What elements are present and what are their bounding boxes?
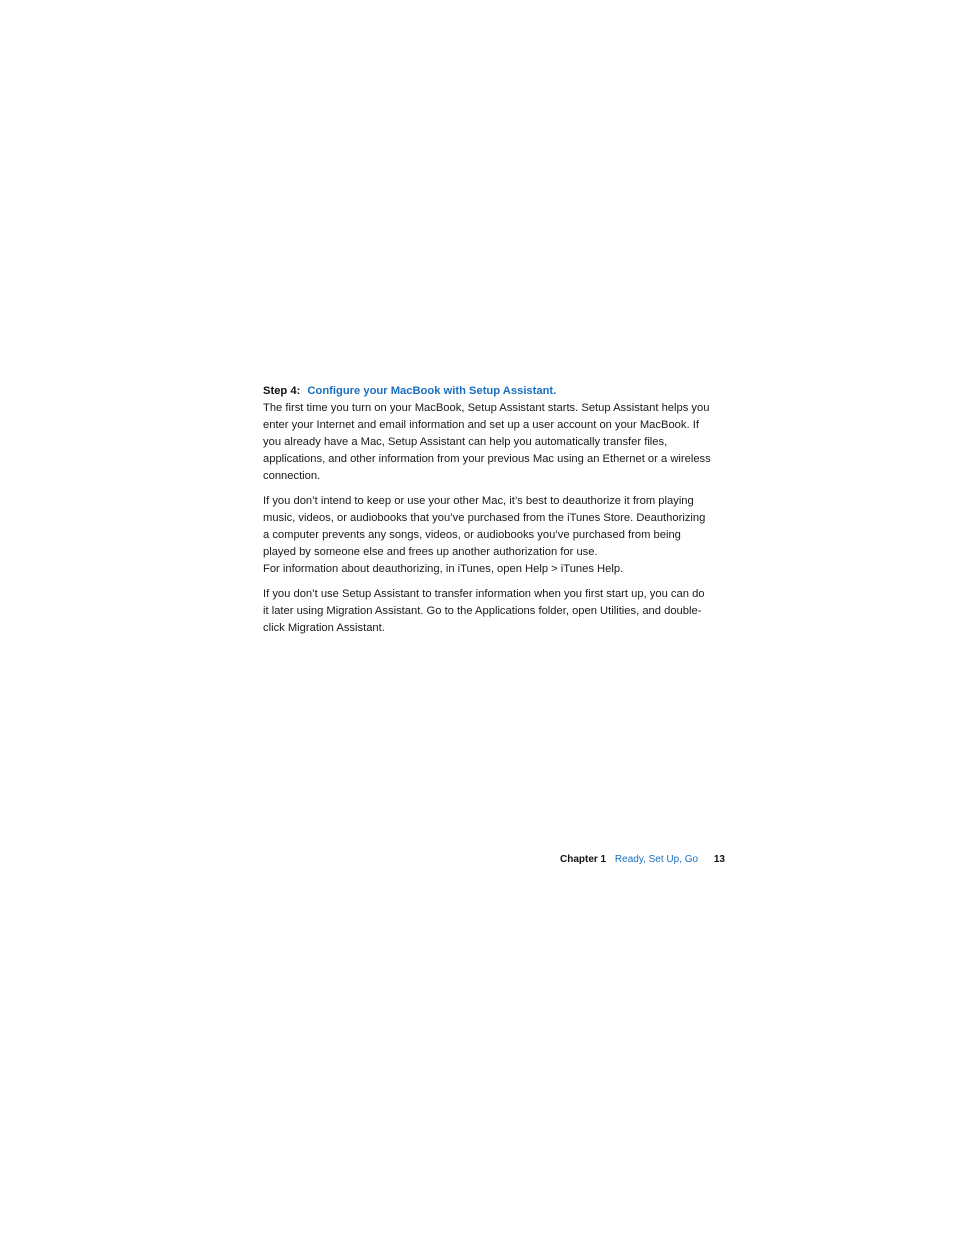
document-body: [263, 383, 713, 645]
paragraph-migration-assistant: If you don’t use Setup Assistant to transfer information when you first start up, you can do it later using Migration Assistant. Go to the Applications folder, open Utilities, and double-click Migration Assistant.: [263, 588, 705, 634]
step-heading: [263, 383, 713, 400]
footer-chapter: Chapter 1: [560, 854, 607, 865]
page-number: 13: [713, 854, 725, 865]
paragraph-setup-assistant: The first time you turn on your MacBook, Setup Assistant starts. Setup Assistant helps you enter your Internet and email information and set up a user account on your MacBook. If you already have a Mac, Setup Assistant can help you automatically transfer files, applications, and other information from your previous Mac using an Ethernet or a wireless connection.: [263, 402, 711, 482]
step-title: Configure your MacBook with Setup Assistant.: [307, 385, 557, 397]
page-footer: [560, 853, 725, 867]
footer-chapter-title: Ready, Set Up, Go: [614, 854, 699, 865]
paragraph-deauthorize: If you don’t intend to keep or use your other Mac, it’s best to deauthorize it from playing music, videos, or audiobooks that you’ve purchased from the iTunes Store. Deauthorizing a computer prevents any songs, videos, or audiobooks you’ve purchased from being played by someone else and frees up another authorization for use.: [263, 495, 706, 558]
paragraph-deauthorize-help: For information about deauthorizing, in iTunes, open Help > iTunes Help.: [263, 563, 624, 575]
step-label: Step 4:: [263, 385, 301, 397]
